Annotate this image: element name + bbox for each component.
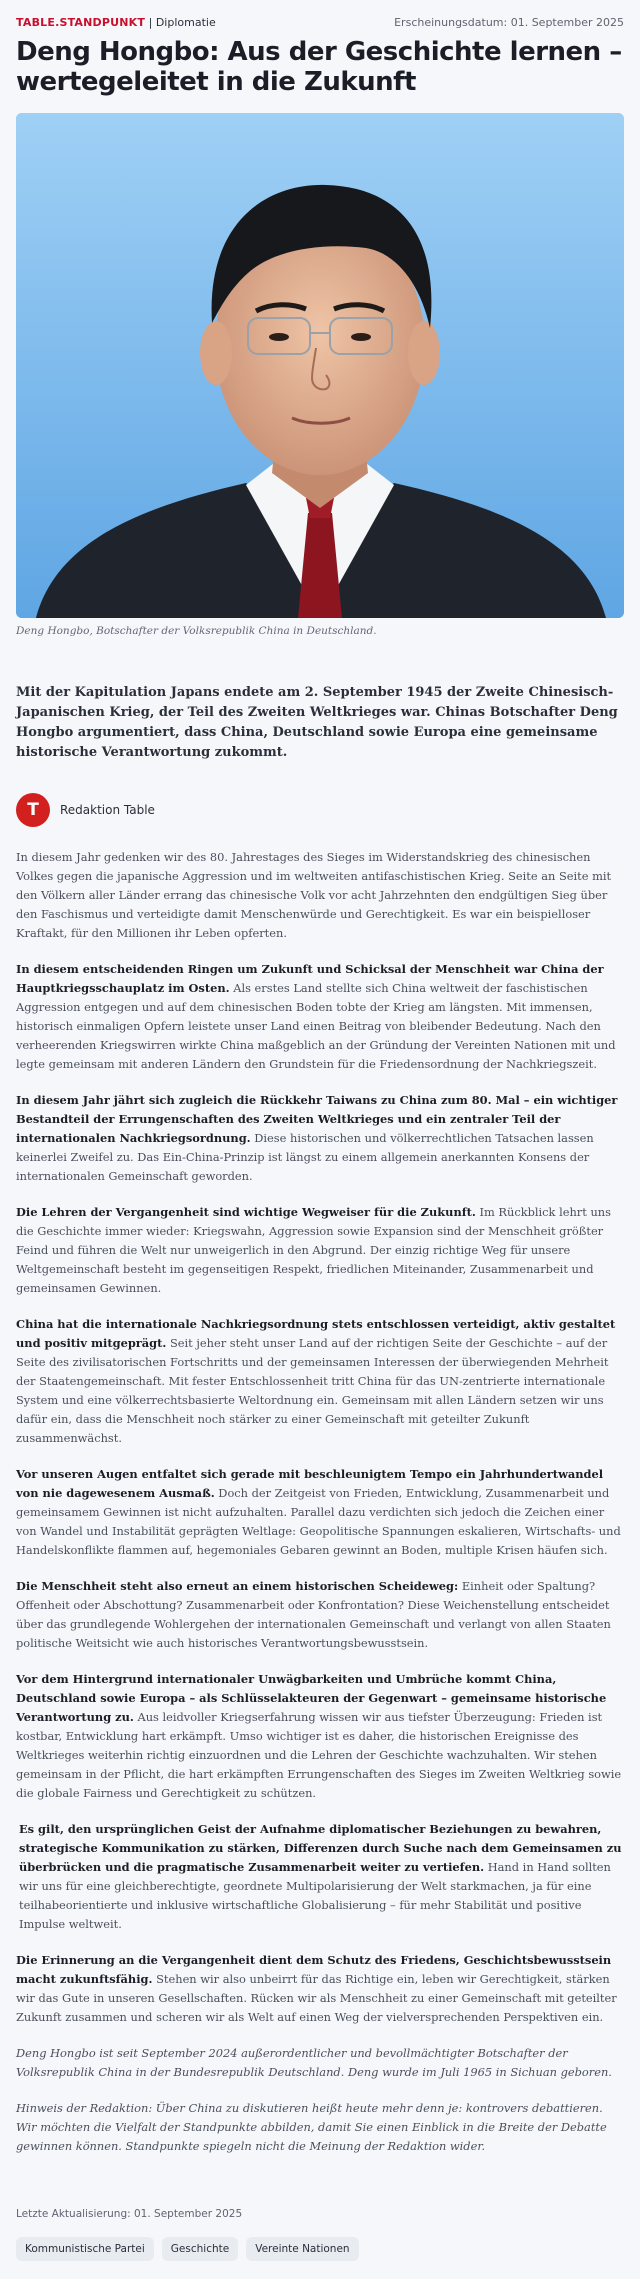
paragraph: In diesem Jahr jährt sich zugleich die Rückkehr Taiwans zu China zum 80. Mal – ein wichtiger Bestandteil der Errungenschaften des Zweiten Weltkrieges und ein zentraler Teil der internationalen Nachkriegsordnung. Diese historischen und völkerrechtlichen Tatsachen lassen keinerlei Zweifel zu. Das Ein-China-Prinzip ist längst zu einem allgemein anerkannten Konsens der internationalen Gemeinschaft geworden. <box>16 1093 618 1183</box>
article-lead: Mit der Kapitulation Japans endete am 2. September 1945 der Zweite Chinesisch-Japanischen Krieg, der Teil des Zweiten Weltkrieges war. Chinas Botschafter Deng Hongbo argumentiert, dass China, Deutschland sowie Europa eine gemeinsame historische Verantwortung zukommt. <box>16 685 618 760</box>
author-line[interactable] <box>16 793 624 827</box>
author-bio-note: Deng Hongbo ist seit September 2024 außerordentlicher und bevollmächtigter Botschafter der Volksrepublik China in der Bundesrepublik Deutschland. Deng wurde im Juli 1965 in Sichuan geboren. <box>16 2046 612 2079</box>
page-title: Deng Hongbo: Aus der Geschichte lernen – wertegeleitet in die Zukunft <box>16 37 622 97</box>
paragraph: Die Erinnerung an die Vergangenheit dient dem Schutz des Friedens, Geschichtsbewusstsein macht zukunftsfähig. Stehen wir also unbeirrt für das Richtige ein, leben wir Gerechtigkeit, stärken wir das Gute in unseren Gesellschaften. Rücken wir als Menschheit zu einer Gemeinschaft mit geteilter Zukunft zusammen und scheren wir als Welt auf einen Weg der vielversprechenden Perspektiven ein. <box>16 1953 617 2024</box>
tag-chip[interactable]: Kommunistische Partei <box>16 2237 154 2261</box>
article-body <box>16 848 624 2156</box>
portrait-photo <box>16 113 624 618</box>
photo-caption: Deng Hongbo, Botschafter der Volksrepublik China in Deutschland. <box>16 625 377 637</box>
header-left <box>16 16 216 29</box>
tag-chip[interactable]: Geschichte <box>162 2237 238 2261</box>
portrait-illustration <box>16 113 624 618</box>
paragraph: Vor dem Hintergrund internationaler Unwägbarkeiten und Umbrüche kommt China, Deutschland sowie Europa – als Schlüsselakteuren der Gegenwart – gemeinsame historische Verantwortung zu. Aus leidvoller Kriegserfahrung wissen wir aus tiefster Überzeugung: Frieden ist kostbar, Entwicklung hart erkämpft. Umso wichtiger ist es daher, die historischen Ereignisse des Weltkrieges weiterhin richtig einzuordnen und die Lehren der Geschichte wachzuhalten. Wir stehen gemeinsam in der Pflicht, die hart erkämpften Errungenschaften des Sieges im Zweiten Weltkrieg sowie die globale Fairness und Gerechtigkeit zu schützen. <box>16 1672 622 1800</box>
editor-note: Hinweis der Redaktion: Über China zu diskutieren heißt heute mehr denn je: kontrovers debattieren. Wir möchten die Vielfalt der Standpunkte abbilden, damit Sie einen Einblick in die Breite der Debatte gewinnen können. Standpunkte spiegeln nicht die Meinung der Redaktion wider. <box>16 2101 607 2153</box>
paragraph: Es gilt, den ursprünglichen Geist der Aufnahme diplomatischer Beziehungen zu bewahren, strategische Kommunikation zu stärken, Differenzen durch Suche nach dem Gemeinsamen zu überbrücken und die pragmatische Zusammenarbeit weiter zu vertiefen. Hand in Hand sollten wir uns für eine gleichberechtigte, geordnete Multipolarisierung der Welt starkmachen, ja für eine teilhabeorientierte und inklusive wirtschaftliche Globalisierung – für mehr Stabilität und positive Impulse weltweit. <box>19 1822 622 1931</box>
separator: | <box>148 16 153 29</box>
paragraph: Vor unseren Augen entfaltet sich gerade mit beschleunigtem Tempo ein Jahrhundertwandel von nie dagewesenem Ausmaß. Doch der Zeitgeist von Frieden, Entwicklung, Zusammenarbeit und gemeinsamem Gewinnen ist nicht aufzuhalten. Parallel dazu verdichten sich jedoch die Zeichen einer von Wandel und Instabilität geprägten Weltlage: Geopolitische Spannungen eskalieren, Wirtschafts- und Handelskonflikte flammen auf, hegemoniales Gebaren gewinnt an Boden, multiple Krisen häufen sich. <box>16 1467 621 1557</box>
paragraph: Die Menschheit steht also erneut an einem historischen Scheideweg: Einheit oder Spaltung? Offenheit oder Abschottung? Zusammenarbeit oder Konfrontation? Diese Weichenstellung entscheidet über das grundlegende Wohlergehen der internationalen Gemeinschaft und verlangt von allen Staaten politische Weitsicht wie auch historisches Verantwortungsbewusstsein. <box>16 1579 611 1650</box>
paragraph: Die Lehren der Vergangenheit sind wichtige Wegweiser für die Zukunft. Im Rückblick lehrt uns die Geschichte immer wieder: Kriegswahn, Aggression sowie Expansion sind der Menschheit größter Feind und führen die Welt nur unweigerlich in den Abgrund. Der einzig richtige Weg für unsere Weltgemeinschaft besteht im gegenseitigen Respekt, friedlichen Miteinander, Zusammenarbeit und gemeinsamen Gewinnen. <box>16 1205 611 1295</box>
avatar[interactable]: T <box>16 793 50 827</box>
paragraph: China hat die internationale Nachkriegsordnung stets entschlossen verteidigt, aktiv gestaltet und positiv mitgeprägt. Seit jeher steht unser Land auf der richtigen Seite der Geschichte – auf der Seite des zivilisatorischen Fortschritts und der gemeinsamen Interessen der überwiegenden Mehrheit der Staatengemeinschaft. Mit fester Entschlossenheit tritt China für das UN-zentrierte internationale System und eine völkerrechtsbasierte Weltordnung ein. Gemeinsam mit allen Ländern setzen wir uns dafür ein, dass die Menschheit noch stärker zu einer Gemeinschaft mit geteilter Zukunft zusammenwächst. <box>16 1317 616 1445</box>
paragraph: In diesem Jahr gedenken wir des 80. Jahrestages des Sieges im Widerstandskrieg des chinesischen Volkes gegen die japanische Aggression und im weltweiten antifaschistischen Krieg. Seite an Seite mit den Völkern aller Länder errang das chinesische Volk vor acht Jahrzehnten den endgültigen Sieg über den Faschismus und verteidigte damit Menschenwürde und Gerechtigkeit. Es war ein beispielloser Kraftakt, für den Millionen ihr Leben opferten. <box>16 850 612 940</box>
author-name[interactable]: Redaktion Table <box>60 803 155 817</box>
tag-list <box>16 2237 624 2261</box>
publish-date: Erscheinungsdatum: 01. September 2025 <box>394 16 624 29</box>
brand-logo-text[interactable]: TABLE.STANDPUNKT <box>16 16 146 29</box>
tag-chip[interactable]: Vereinte Nationen <box>246 2237 358 2261</box>
section-label[interactable]: Diplomatie <box>155 16 216 29</box>
article-header <box>16 0 624 29</box>
paragraph: In diesem entscheidenden Ringen um Zukunft und Schicksal der Menschheit war China der Hauptkriegsschauplatz im Osten. Als erstes Land stellte sich China weltweit der faschistischen Aggression entgegen und auf dem chinesischen Boden tobte der Krieg am längsten. Mit immensen, historisch einmaligen Opfern leistete unser Land einen Beitrag von bleibender Bedeutung. Nach den verheerenden Kriegswirren wirkte China maßgeblich an der Gründung der Vereinten Nationen mit und legte gemeinsam mit anderen Ländern den Grundstein für die Friedensordnung der Nachkriegszeit. <box>16 962 616 1071</box>
last-updated: Letzte Aktualisierung: 01. September 2025 <box>16 2208 243 2220</box>
